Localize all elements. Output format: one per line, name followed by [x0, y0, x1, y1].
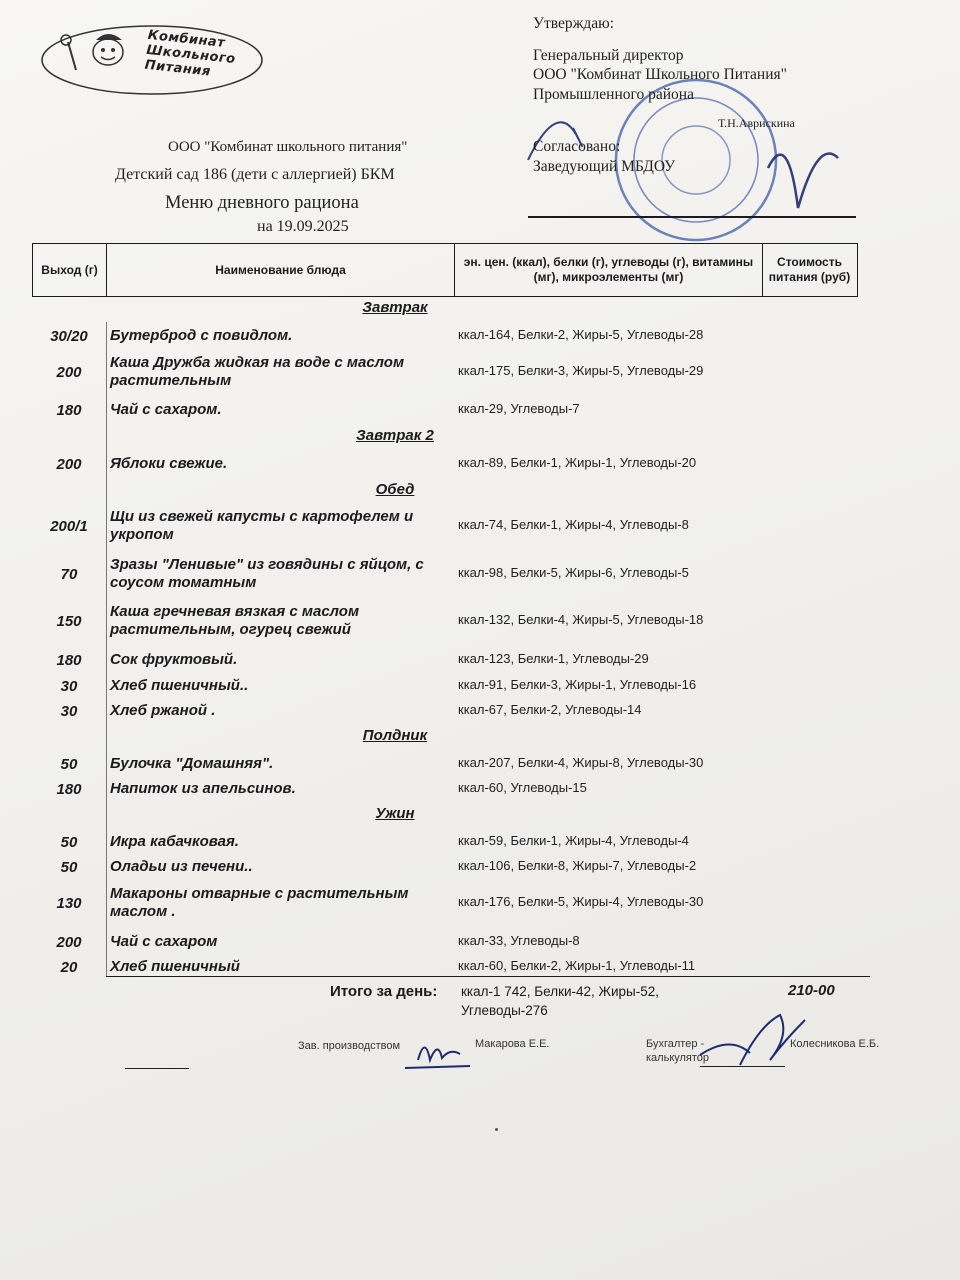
column-divider — [106, 322, 107, 977]
accountant-name: Колесникова Е.Б. — [790, 1038, 880, 1050]
item-name: Хлеб ржаной . — [110, 702, 216, 719]
table-bottom-line — [106, 976, 870, 977]
item-quantity: 180 — [56, 780, 82, 798]
item-name: Хлеб пшеничный.. — [110, 677, 249, 694]
item-nutrition: ккал-89, Белки-1, Жиры-1, Углеводы-20 — [458, 454, 697, 470]
item-quantity: 30 — [60, 677, 78, 695]
signature-icon — [400, 1030, 480, 1075]
col-output: Выход (г) — [33, 244, 107, 296]
item-quantity: 50 — [60, 858, 78, 876]
item-name: Щи из свежей капусты с картофелем и укропом — [110, 508, 414, 543]
item-quantity: 150 — [56, 613, 82, 630]
item-name: Икра кабачковая. — [110, 833, 239, 850]
item-quantity: 200 — [56, 364, 82, 381]
item-name: Хлеб пшеничный — [110, 958, 240, 975]
item-name: Чай с сахаром. — [110, 401, 222, 418]
head-label: Заведующий МБДОУ — [533, 157, 676, 175]
item-nutrition: ккал-67, Белки-2, Углеводы-14 — [458, 701, 642, 717]
item-nutrition: ккал-132, Белки-4, Жиры-5, Углеводы-18 — [458, 612, 704, 627]
col-nutrition: эн. цен. (ккал), белки (г), углеводы (г), витамины (мг), микроэлементы (мг) — [455, 244, 763, 296]
item-quantity: 20 — [60, 958, 78, 976]
item-nutrition: ккал-207, Белки-4, Жиры-8, Углеводы-30 — [458, 754, 704, 770]
item-nutrition: ккал-123, Белки-1, Углеводы-29 — [458, 650, 649, 666]
item-quantity: 30/20 — [50, 327, 88, 345]
approval-block — [533, 14, 787, 176]
item-quantity: 130 — [56, 895, 82, 912]
signature-icon — [690, 1005, 820, 1075]
item-nutrition: ккал-74, Белки-1, Жиры-4, Углеводы-8 — [458, 517, 689, 532]
approval-line: ООО "Комбинат Школьного Питания" — [533, 66, 787, 83]
item-name: Булочка "Домашняя". — [110, 755, 274, 772]
approval-underline — [528, 216, 856, 218]
item-nutrition: ккал-91, Белки-3, Жиры-1, Углеводы-16 — [458, 676, 697, 692]
col-name: Наименование блюда — [107, 244, 455, 296]
section-title: Завтрак — [362, 299, 428, 316]
item-nutrition: ккал-60, Углеводы-15 — [458, 779, 587, 795]
item-quantity: 50 — [60, 755, 78, 773]
item-name: Бутерброд с повидлом. — [110, 327, 293, 344]
item-name: Сок фруктовый. — [110, 651, 238, 668]
item-quantity: 70 — [60, 566, 78, 583]
total-label: Итого за день: — [330, 983, 438, 1000]
approval-line: Утверждаю: — [533, 15, 614, 32]
item-nutrition: ккал-98, Белки-5, Жиры-6, Углеводы-5 — [458, 565, 689, 580]
item-nutrition: ккал-29, Углеводы-7 — [458, 400, 580, 416]
menu-date: на 19.09.2025 — [257, 218, 349, 235]
item-quantity: 30 — [60, 702, 78, 720]
item-name: Чай с сахаром — [110, 933, 218, 950]
section-title: Полдник — [362, 727, 428, 744]
director-name: Т.Н.Аврискина — [718, 116, 795, 130]
item-nutrition: ккал-59, Белки-1, Жиры-4, Углеводы-4 — [458, 832, 689, 848]
item-quantity: 50 — [60, 833, 78, 851]
signature-line — [125, 1068, 189, 1069]
item-name: Напиток из апельсинов. — [110, 780, 296, 797]
item-name: Оладьи из печени.. — [110, 858, 253, 875]
production-name: Макарова Е.Е. — [475, 1038, 550, 1050]
accountant-label-2: калькулятор — [646, 1052, 710, 1064]
item-nutrition: ккал-164, Белки-2, Жиры-5, Углеводы-28 — [458, 326, 704, 342]
item-nutrition: ккал-106, Белки-8, Жиры-7, Углеводы-2 — [458, 857, 697, 873]
item-name: Макароны отварные с растительным маслом . — [110, 885, 409, 920]
section-title: Ужин — [375, 805, 415, 822]
item-quantity: 180 — [56, 401, 82, 419]
item-name: Зразы "Ленивые" из говядины с яйцом, с соусом томатным — [110, 556, 424, 591]
item-nutrition: ккал-176, Белки-5, Жиры-4, Углеводы-30 — [458, 894, 704, 909]
item-quantity: 200/1 — [50, 518, 88, 535]
logo-text: Комбинат Школьного Питания — [143, 27, 237, 80]
ink-dot — [495, 1128, 498, 1131]
approval-line: Генеральный директор — [533, 46, 684, 64]
accountant-label: Бухгалтер - — [646, 1038, 705, 1050]
section-title: Завтрак 2 — [356, 427, 434, 444]
item-nutrition: ккал-175, Белки-3, Жиры-5, Углеводы-29 — [458, 363, 704, 378]
item-nutrition: ккал-60, Белки-2, Жиры-1, Углеводы-11 — [458, 957, 696, 973]
item-quantity: 200 — [56, 455, 82, 473]
production-label: Зав. производством — [298, 1040, 401, 1052]
item-name: Каша Дружба жидкая на воде с маслом растительным — [110, 354, 405, 389]
approval-line: Промышленного района — [533, 85, 694, 103]
kindergarten-name: Детский сад 186 (дети с аллергией) БКМ — [115, 166, 395, 183]
item-quantity: 200 — [56, 933, 82, 951]
org-name: ООО "Комбинат школьного питания" — [168, 139, 408, 155]
total-value: ккал-1 742, Белки-42, Жиры-52, Углеводы-276 — [461, 984, 660, 1018]
table-header — [32, 243, 858, 297]
company-logo — [38, 22, 266, 98]
total-price: 210-00 — [788, 982, 835, 999]
item-nutrition: ккал-33, Углеводы-8 — [458, 932, 580, 948]
item-name: Каша гречневая вязкая с маслом растительным, огурец свежий — [110, 603, 360, 638]
col-cost: Стоимость питания (руб) — [768, 255, 851, 284]
page-title: Меню дневного рациона — [165, 193, 359, 213]
item-name: Яблоки свежие. — [110, 455, 228, 472]
item-quantity: 180 — [56, 651, 82, 669]
agreed-label: Согласовано: — [533, 138, 621, 155]
section-title: Обед — [375, 481, 415, 498]
